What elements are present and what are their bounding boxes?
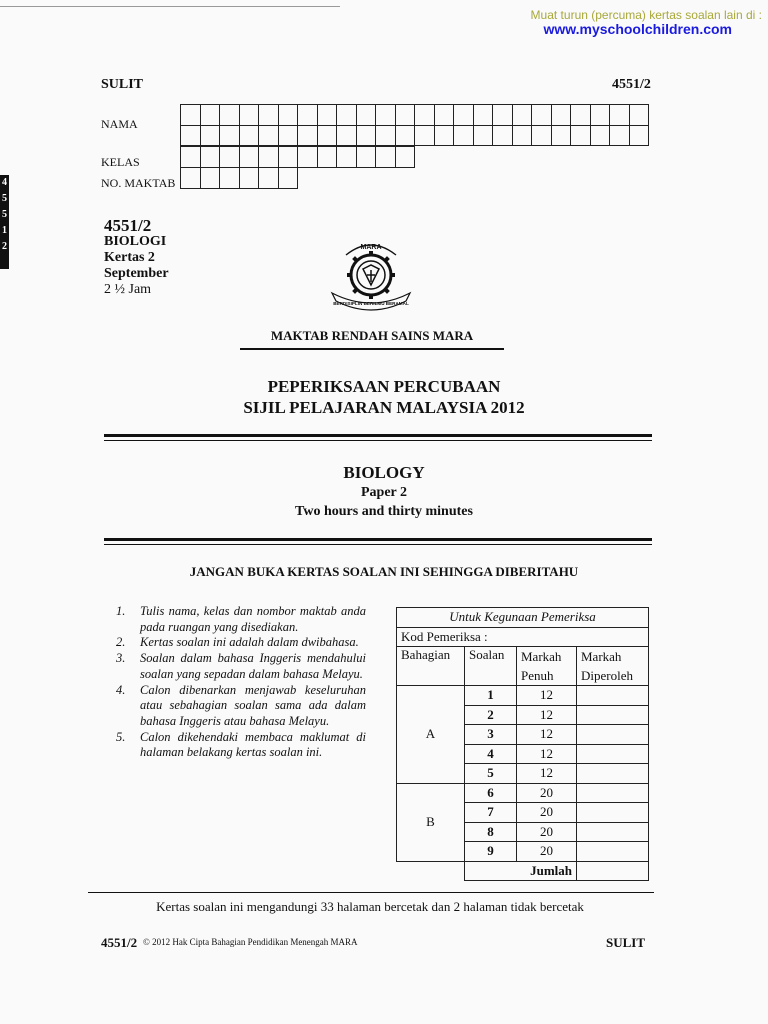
section-b-label: B <box>397 783 465 861</box>
instruction-text: Tulis nama, kelas dan nombor maktab anda pada ruangan yang disediakan. <box>140 604 366 634</box>
marks-obtained-cell[interactable] <box>577 744 649 764</box>
exam-title-line1: PEPERIKSAAN PERCUBAAN <box>267 377 501 396</box>
side-code-strip <box>0 175 9 269</box>
instruction-number: 3. <box>116 651 126 666</box>
question-number: 4 <box>465 744 517 764</box>
paper-subject: BIOLOGI <box>104 234 167 249</box>
total-marks-cell[interactable] <box>577 861 649 881</box>
marks-obtained-cell[interactable] <box>577 822 649 842</box>
subject-paper: Paper 2 <box>360 485 407 500</box>
logo-motto: BERDISIPLIN BERILMU BERAMAL <box>333 301 409 306</box>
instruction-number: 5. <box>116 729 126 744</box>
side-digit: 1 <box>2 225 7 236</box>
promo-text: Muat turun (percuma) kertas soalan lain di : <box>530 8 762 22</box>
header-markah-diperoleh: Markah Diperoleh <box>577 647 649 686</box>
marks-obtained-cell[interactable] <box>577 686 649 706</box>
instruction-number: 1. <box>116 604 126 618</box>
kelas-grid[interactable] <box>180 146 415 168</box>
paper-code: 4551/2 <box>104 216 152 235</box>
examiner-table-title: Untuk Kegunaan Pemeriksa <box>397 608 649 628</box>
kod-pemeriksa-field[interactable]: Kod Pemeriksa : <box>397 627 649 647</box>
question-number: 1 <box>465 686 517 706</box>
examiner-table <box>396 607 649 881</box>
header-soalan: Soalan <box>465 647 517 686</box>
full-mark: 20 <box>517 783 577 803</box>
instruction-text: Calon dikehendaki membaca maklumat di halaman belakang kertas soalan ini. <box>140 729 366 760</box>
full-mark: 20 <box>517 822 577 842</box>
maktab-label: NO. MAKTAB <box>101 176 176 190</box>
instruction-item <box>116 683 366 730</box>
marks-obtained-cell[interactable] <box>577 783 649 803</box>
page-count-note: Kertas soalan ini mengandungi 33 halaman bercetak dan 2 halaman tidak bercetak <box>156 899 584 914</box>
exam-title <box>0 376 768 418</box>
instructions-list <box>116 604 366 761</box>
question-number: 3 <box>465 725 517 745</box>
question-number: 2 <box>465 705 517 725</box>
instruction-number: 4. <box>116 682 126 697</box>
instruction-number: 2. <box>116 635 126 650</box>
kelas-label: KELAS <box>101 155 140 169</box>
side-digit: 5 <box>2 209 7 220</box>
warning-text: JANGAN BUKA KERTAS SOALAN INI SEHINGGA DIBERITAHU <box>189 564 579 579</box>
nama-label: NAMA <box>101 117 138 131</box>
divider-thick <box>104 538 652 541</box>
full-mark: 20 <box>517 842 577 862</box>
full-mark: 12 <box>517 705 577 725</box>
jumlah-label: Jumlah <box>465 861 577 881</box>
logo-top-text: MARA <box>360 244 382 251</box>
instruction-text: Soalan dalam bahasa Inggeris mendahului soalan yang sepadan dalam bahasa Melayu. <box>140 651 366 681</box>
subject-name: BIOLOGY <box>343 463 425 482</box>
divider-thin <box>104 440 652 441</box>
instruction-text: Calon dibenarkan menjawab keseluruhan atau sebahagian soalan sama ada dalam bahasa Inggeris atau bahasa Melayu. <box>140 682 366 728</box>
marks-obtained-cell[interactable] <box>577 725 649 745</box>
full-mark: 12 <box>517 764 577 784</box>
paper-info <box>104 218 169 298</box>
subject-block <box>0 462 768 521</box>
paper-month: September <box>104 266 169 281</box>
footer-classification: SULIT <box>606 935 646 950</box>
side-digit: 2 <box>2 241 7 252</box>
marks-obtained-cell[interactable] <box>577 705 649 725</box>
header-markah-penuh: Markah Penuh <box>517 647 577 686</box>
instruction-text: Kertas soalan ini adalah dalam dwibahasa. <box>140 635 359 650</box>
instruction-item <box>116 604 366 635</box>
top-rule <box>0 6 340 7</box>
classification-label: SULIT <box>101 77 144 92</box>
full-mark: 12 <box>517 744 577 764</box>
marks-obtained-cell[interactable] <box>577 842 649 862</box>
question-number: 9 <box>465 842 517 862</box>
question-number: 6 <box>465 783 517 803</box>
instruction-item <box>116 635 366 651</box>
nama-grid[interactable] <box>180 104 649 146</box>
divider-thick <box>104 434 652 437</box>
full-mark: 12 <box>517 686 577 706</box>
question-number: 7 <box>465 803 517 823</box>
subject-duration: Two hours and thirty minutes <box>295 504 473 519</box>
side-digit: 4 <box>2 177 7 188</box>
header-bahagian: Bahagian <box>397 647 465 686</box>
question-number: 8 <box>465 822 517 842</box>
promo-link[interactable]: www.myschoolchildren.com <box>543 21 732 37</box>
full-mark: 20 <box>517 803 577 823</box>
mara-logo <box>318 237 424 313</box>
marks-obtained-cell[interactable] <box>577 803 649 823</box>
footer-paper-code: 4551/2 <box>101 935 138 950</box>
paper-number: Kertas 2 <box>104 250 155 265</box>
question-number: 5 <box>465 764 517 784</box>
full-mark: 12 <box>517 725 577 745</box>
exam-title-line2: SIJIL PELAJARAN MALAYSIA 2012 <box>243 398 525 417</box>
paper-duration: 2 ½ Jam <box>104 282 152 297</box>
marks-obtained-cell[interactable] <box>577 764 649 784</box>
maktab-grid[interactable] <box>180 167 298 189</box>
footer-rule <box>88 892 654 893</box>
blank-cell <box>397 861 465 881</box>
section-a-label: A <box>397 686 465 784</box>
instruction-item <box>116 651 366 682</box>
side-digit: 5 <box>2 193 7 204</box>
divider-thin <box>104 544 652 545</box>
footer-copyright: © 2012 Hak Cipta Bahagian Pendidikan Menengah MARA <box>143 937 358 947</box>
instruction-item <box>116 730 366 761</box>
paper-code-top: 4551/2 <box>612 77 651 92</box>
institution-name: MAKTAB RENDAH SAINS MARA <box>240 328 504 350</box>
